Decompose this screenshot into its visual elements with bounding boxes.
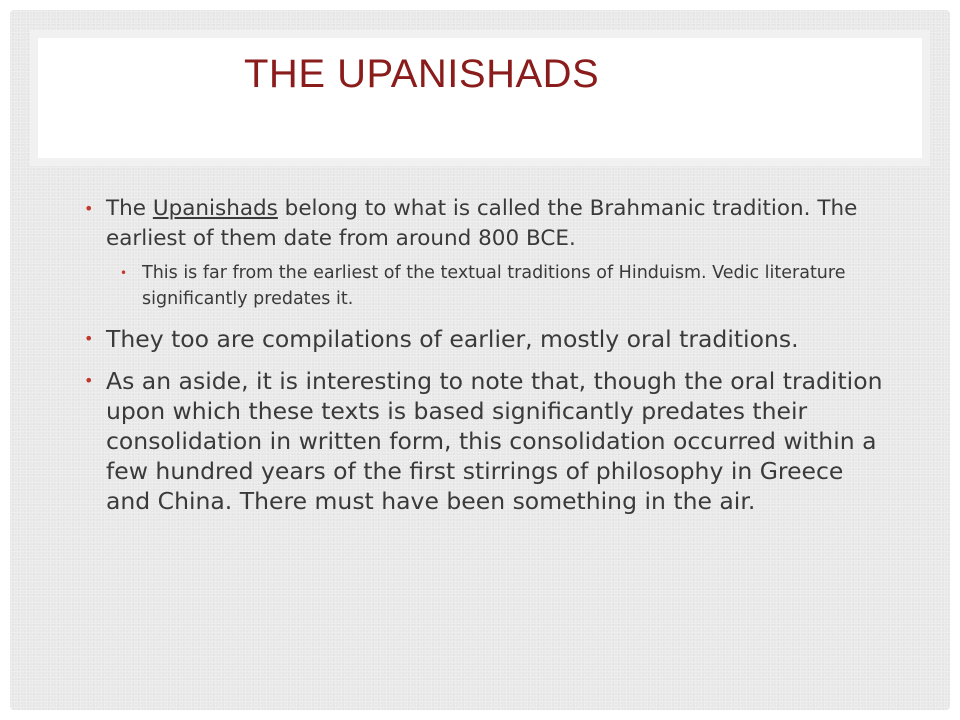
bullet-text-after: belong to what is called the Brahmanic tradition. The earliest of them date from around 800 BCE. xyxy=(106,196,858,251)
bullet-dot-icon: • xyxy=(84,199,94,218)
bullet-dot-icon: • xyxy=(84,371,94,390)
bullet-compilations xyxy=(84,324,894,354)
slide-title: THE UPANISHADS xyxy=(244,52,600,96)
sub-bullet-vedic xyxy=(120,260,894,312)
bullet-aside xyxy=(84,366,894,516)
bullet-dot-icon: • xyxy=(120,266,128,280)
bullet-text-before: The xyxy=(106,196,153,221)
bullet-text: As an aside, it is interesting to note that, though the oral tradition upon which these texts is based significantly predates their consolidation in written form, this consolidation occurred within a few hundred years of the first stirrings of philosophy in Greece and China. There must have been something in the air. xyxy=(106,367,883,515)
sub-bullet-text: This is far from the earliest of the textual traditions of Hinduism. Vedic literature significantly predates it. xyxy=(142,263,846,309)
slide-content xyxy=(84,194,894,516)
bullet-upanishads-intro xyxy=(84,194,894,254)
bullet-dot-icon: • xyxy=(84,329,94,348)
bullet-text: They too are compilations of earlier, mostly oral traditions. xyxy=(106,325,799,353)
upanishads-link[interactable]: Upanishads xyxy=(152,196,278,221)
title-frame xyxy=(30,30,930,166)
slide xyxy=(10,10,950,710)
